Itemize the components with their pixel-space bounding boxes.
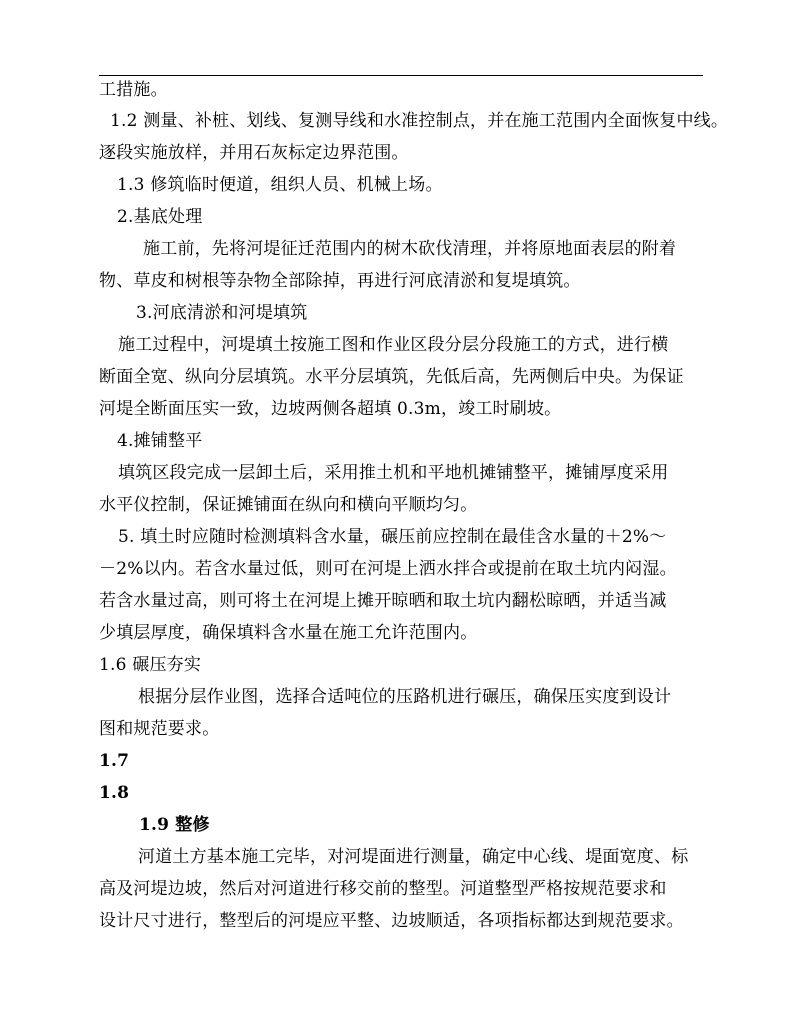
header-rule: [99, 75, 703, 76]
text-line-25: 河道土方基本施工完毕，对河堤面进行测量，确定中心线、堤面宽度、标: [138, 847, 689, 867]
text-line-10: 断面全宽、纵向分层填筑。水平分层填筑，先低后高，先两侧后中央。为保证: [99, 367, 684, 387]
section-heading-2: 2.基底处理: [117, 207, 203, 227]
text-line-20: 根据分层作业图，选择合适吨位的压路机进行碾压，确保压实度到设计: [138, 687, 672, 707]
section-heading-4: 4.摊铺整平: [117, 431, 203, 451]
text-line-13: 填筑区段完成一层卸土后，采用推土机和平地机摊铺整平，摊铺厚度采用: [118, 463, 669, 483]
section-heading-1-7: 1.7: [99, 751, 130, 771]
section-heading-3: 3.河底清淤和河堤填筑: [136, 303, 308, 323]
text-line-18: 少填层厚度，确保填料含水量在施工允许范围内。: [99, 623, 478, 643]
text-line-27: 设计尺寸进行，整型后的河堤应平整、边坡顺适，各项指标都达到规范要求。: [99, 911, 684, 931]
text-line-11: 河堤全断面压实一致，边坡两侧各超填 0.3m，竣工时刷坡。: [99, 399, 562, 419]
text-line-15: 5. 填土时应随时检测填料含水量，碾压前应控制在最佳含水量的＋2%～: [118, 527, 667, 547]
text-line-16: －2%以内。若含水量过低，则可在河堤上洒水拌合或提前在取土坑内闷湿。: [99, 559, 677, 579]
text-line-14: 水平仪控制，保证摊铺面在纵向和横向平顺均匀。: [99, 495, 478, 515]
text-line-4: 1.3 修筑临时便道，组织人员、机械上场。: [117, 175, 443, 195]
text-line-7: 物、草皮和树根等杂物全部除掉，再进行河底清淤和复堤填筑。: [99, 271, 581, 291]
section-heading-1-8: 1.8: [99, 783, 130, 803]
text-line-9: 施工过程中，河堤填土按施工图和作业区段分层分段施工的方式，进行横: [118, 335, 669, 355]
text-line-17: 若含水量过高，则可将土在河堤上摊开晾晒和取土坑内翻松晾晒，并适当减: [99, 591, 667, 611]
text-line-2: 1.2 测量、补桩、划线、复测导线和水准控制点，并在施工范围内全面恢复中线。: [110, 111, 729, 131]
section-heading-1-6: 1.6 碾压夯实: [99, 655, 202, 675]
section-heading-1-9: 1.9 整修: [139, 815, 210, 835]
text-line-3: 逐段实施放样，并用石灰标定边界范围。: [99, 143, 409, 163]
text-line-21: 图和规范要求。: [99, 719, 220, 739]
text-line-26: 高及河堤边坡，然后对河道进行移交前的整型。河道整型严格按规范要求和: [99, 879, 667, 899]
text-line-1: 工措施。: [99, 80, 168, 100]
text-line-6: 施工前，先将河堤征迁范围内的树木砍伐清理，并将原地面表层的附着: [143, 239, 677, 259]
